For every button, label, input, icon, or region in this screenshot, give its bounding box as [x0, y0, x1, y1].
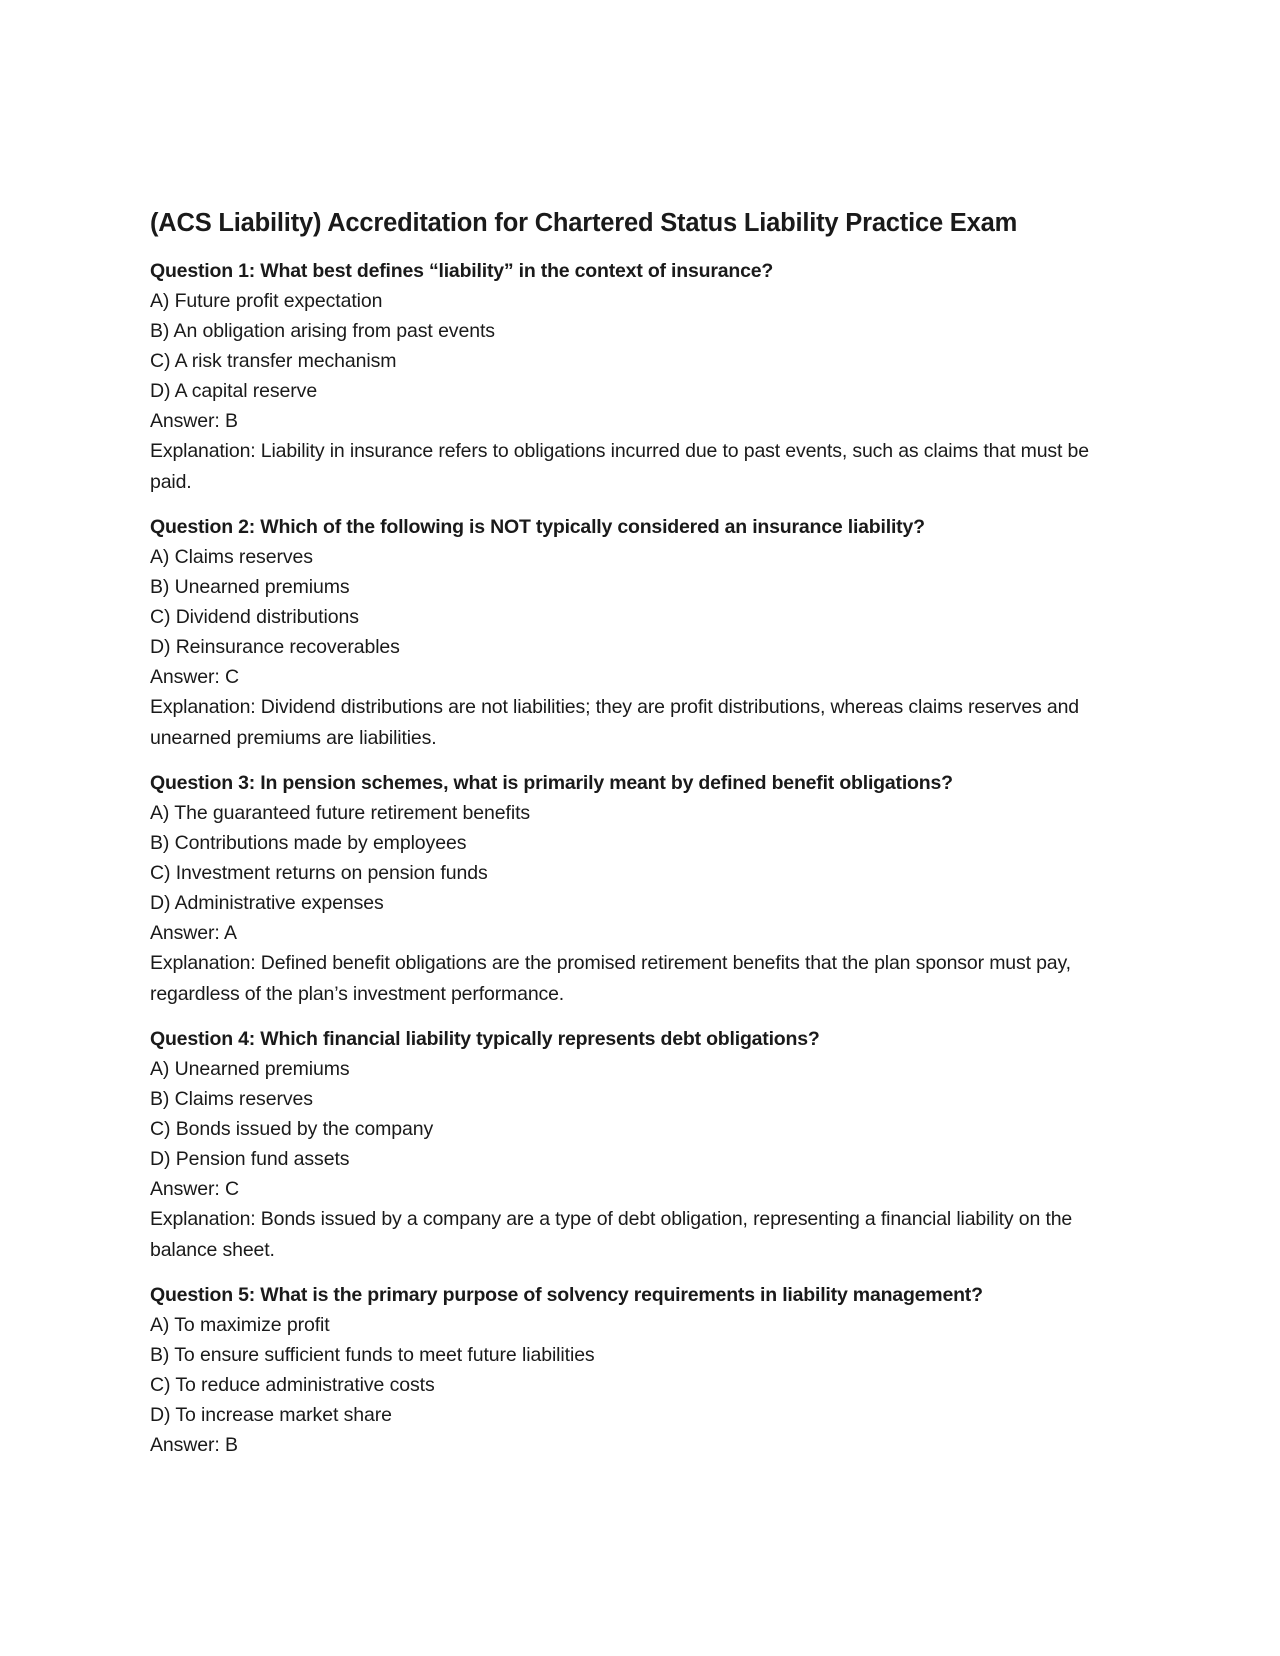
explanation: Explanation: Dividend distributions are not liabilities; they are profit distributions, whereas claims reserves and unearned premiums are liabilities.: [150, 696, 1079, 749]
question-5: [150, 1280, 1130, 1460]
answer: Answer: B: [150, 1434, 238, 1456]
question-1: [150, 256, 1130, 497]
option-b: B) Unearned premiums: [150, 576, 350, 598]
option-a: A) To maximize profit: [150, 1314, 330, 1336]
option-b: B) To ensure sufficient funds to meet future liabilities: [150, 1344, 595, 1366]
question-text: Question 3: In pension schemes, what is primarily meant by defined benefit obligations?: [150, 772, 953, 794]
option-b: B) An obligation arising from past events: [150, 320, 495, 342]
explanation: Explanation: Defined benefit obligations are the promised retirement benefits that the plan sponsor must pay, regardless of the plan’s investment performance.: [150, 952, 1071, 1005]
option-a: A) Claims reserves: [150, 546, 313, 568]
explanation: Explanation: Bonds issued by a company are a type of debt obligation, representing a financial liability on the balance sheet.: [150, 1208, 1073, 1261]
option-a: A) Unearned premiums: [150, 1058, 350, 1080]
option-a: A) The guaranteed future retirement benefits: [150, 802, 531, 824]
question-2: [150, 512, 1130, 753]
question-3: [150, 768, 1130, 1009]
option-b: B) Claims reserves: [150, 1088, 313, 1110]
option-c: C) A risk transfer mechanism: [150, 350, 397, 372]
question-4: [150, 1024, 1130, 1265]
option-d: D) To increase market share: [150, 1404, 392, 1426]
answer: Answer: C: [150, 666, 240, 688]
question-text: Question 2: Which of the following is NOT typically considered an insurance liability?: [150, 516, 925, 538]
option-d: D) Reinsurance recoverables: [150, 636, 400, 658]
answer: Answer: A: [150, 922, 237, 944]
answer: Answer: B: [150, 410, 238, 432]
option-c: C) Dividend distributions: [150, 606, 359, 628]
option-b: B) Contributions made by employees: [150, 832, 467, 854]
question-text: Question 5: What is the primary purpose of solvency requirements in liability management?: [150, 1284, 983, 1306]
document-page: [150, 205, 1130, 1475]
option-c: C) Bonds issued by the company: [150, 1118, 434, 1140]
option-d: D) Administrative expenses: [150, 892, 384, 914]
answer: Answer: C: [150, 1178, 240, 1200]
option-c: C) Investment returns on pension funds: [150, 862, 488, 884]
option-a: A) Future profit expectation: [150, 290, 383, 312]
explanation: Explanation: Liability in insurance refers to obligations incurred due to past events, such as claims that must be paid.: [150, 440, 1089, 493]
question-text: Question 1: What best defines “liability” in the context of insurance?: [150, 260, 774, 282]
option-d: D) A capital reserve: [150, 380, 318, 402]
option-c: C) To reduce administrative costs: [150, 1374, 435, 1396]
question-text: Question 4: Which financial liability typically represents debt obligations?: [150, 1028, 820, 1050]
option-d: D) Pension fund assets: [150, 1148, 350, 1170]
document-title: (ACS Liability) Accreditation for Chartered Status Liability Practice Exam: [150, 209, 1018, 237]
